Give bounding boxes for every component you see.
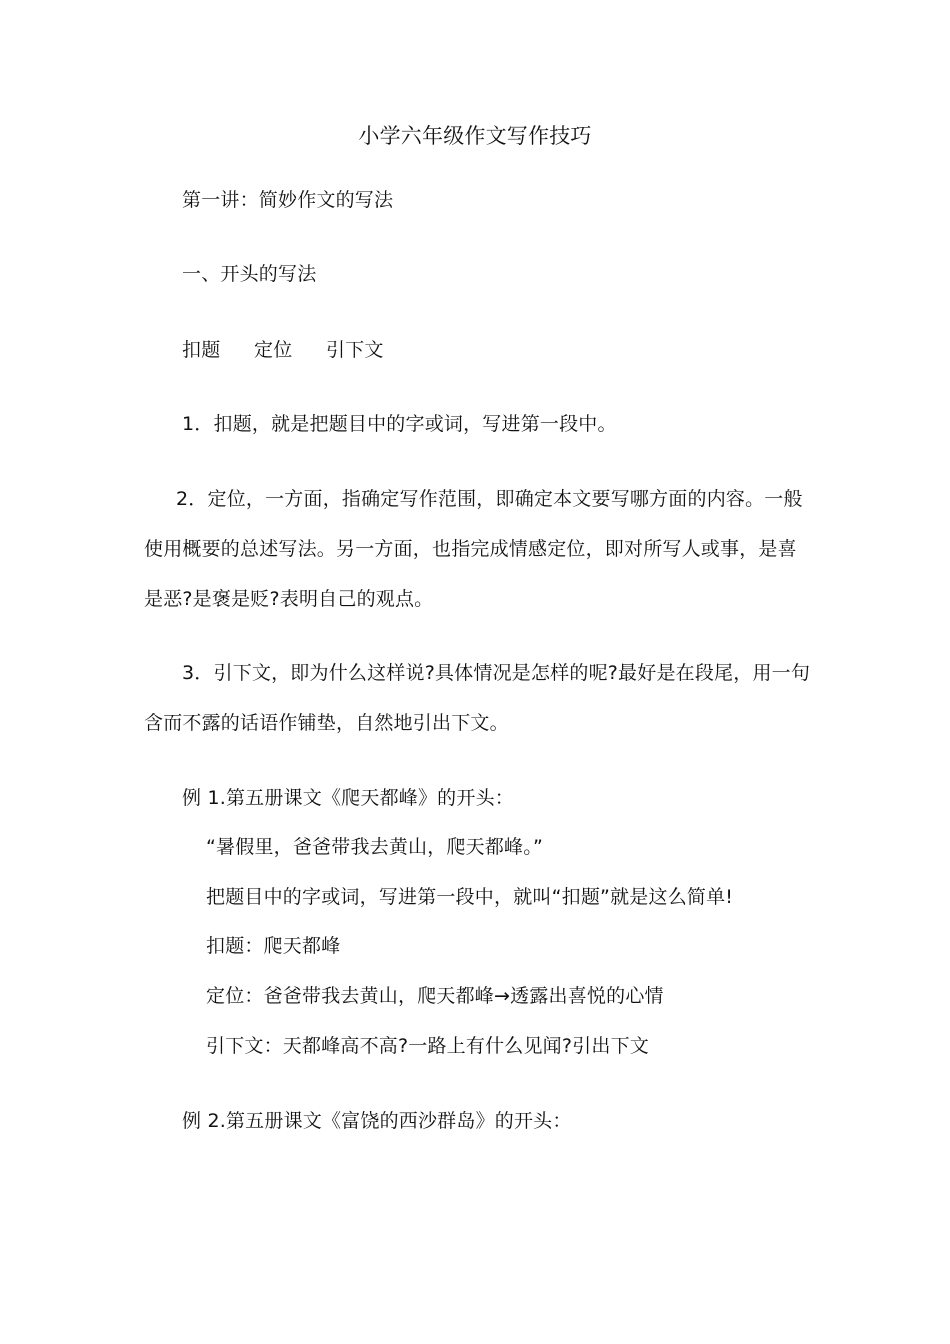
item-3-line-1: 3．引下文，即为什么这样说?具体情况是怎样的呢?最好是在段尾，用一句	[182, 662, 811, 684]
item-1: 1．扣题，就是把题目中的字或词，写进第一段中。	[182, 413, 617, 435]
example-1-heading: 例 1.第五册课文《爬天都峰》的开头：	[182, 787, 514, 809]
example-1-yinxiawen: 引下文：天都峰高不高?一路上有什么见闻?引出下文	[206, 1035, 649, 1057]
key-points	[182, 338, 384, 362]
lecture-heading: 第一讲：简妙作文的写法	[182, 189, 394, 211]
item-2-line-1: 2．定位，一方面，指确定写作范围，即确定本文要写哪方面的内容。一般	[176, 488, 803, 510]
example-1-explanation: 把题目中的字或词，写进第一段中，就叫“扣题”就是这么简单!	[206, 886, 734, 908]
key-point: 扣题	[182, 339, 221, 361]
example-1-dingwei: 定位：爸爸带我去黄山，爬天都峰→透露出喜悦的心情	[206, 985, 664, 1007]
section-heading: 一、开头的写法	[182, 263, 317, 285]
item-2-line-2: 使用概要的总述写法。另一方面，也指完成情感定位，即对所写人或事，是喜	[144, 538, 797, 560]
example-1-kouti: 扣题：爬天都峰	[206, 935, 341, 957]
key-point: 引下文	[326, 339, 384, 361]
key-point: 定位	[254, 339, 293, 361]
example-2-heading: 例 2.第五册课文《富饶的西沙群岛》的开头：	[182, 1110, 572, 1132]
item-2-line-3: 是恶?是褒是贬?表明自己的观点。	[144, 588, 434, 610]
example-1-quote: “暑假里，爸爸带我去黄山，爬天都峰。”	[206, 836, 543, 858]
document-title: 小学六年级作文写作技巧	[358, 124, 592, 148]
item-3-line-2: 含而不露的话语作铺垫，自然地引出下文。	[144, 712, 509, 734]
